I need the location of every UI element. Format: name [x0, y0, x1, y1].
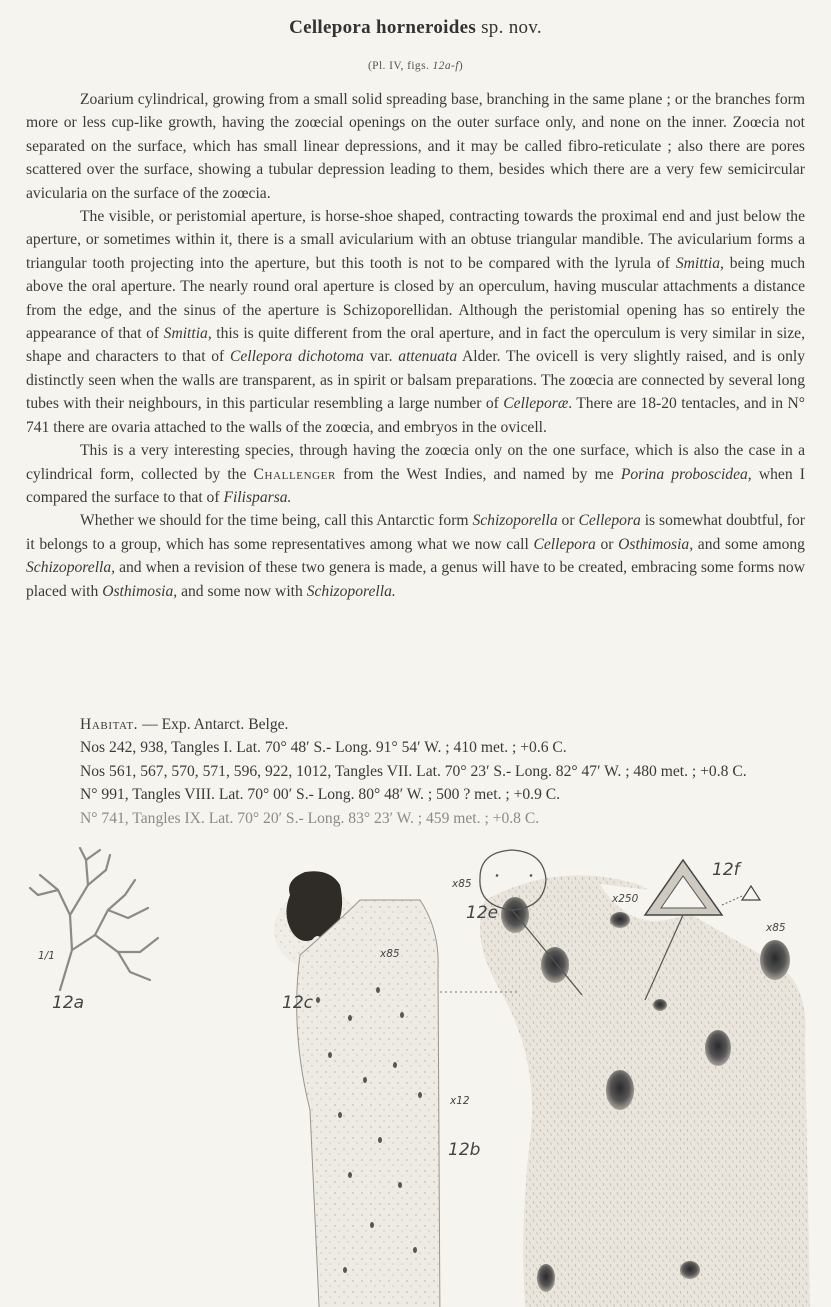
paragraph-3: This is a very interesting species, through having the zoœcia only on the one surface, which is also the case in a cylindrical form, collected by the Challenger from the West Indies, and named by me Porina proboscidea, when I compared the surface to that of Filisparsa.	[26, 442, 805, 506]
habitat-station-4: N° 741, Tangles IX. Lat. 70° 20′ S.- Long. 83° 23′ W. ; 459 met. ; +0.8 C.	[80, 809, 540, 827]
fig-12a-label: 12a	[52, 993, 85, 1013]
paragraph-4: Whether we should for the time being, call this Antarctic form Schizoporella or Cellepora is somewhat doubtful, for it belongs to a group, which has some representatives among what we now call Cellepora or Osthimosia, and some among Schizoporella, and when a revision of these two genera is made, a genus will have to be created, embracing some forms now placed with Osthimosia, and some now with Schizoporella.	[26, 512, 805, 600]
fig-12b-label: 12b	[448, 1140, 481, 1160]
paragraph-2: The visible, or peristomial aperture, is horse-shoe shaped, contracting towards the proximal end and just below the aperture, or sometimes within it, there is a small avicularium with an obtuse triangular mandible. The avicularium forms a triangular tooth projecting into the aperture, but this tooth is not to be compared with the lyrula of Smittia, being much above the oral aperture. The nearly round oral aperture is closed by an operculum, having muscular attachments a distance from the edge, and the sinus of the aperture is Schizoporellidan. Although the peristomial opening has so entirely the appearance of that of Smittia, this is quite different from the oral aperture, and in fact the operculum is very similar in size, shape and characters to that of Cellepora dichotoma var. attenuata Alder. The ovicell is very slightly raised, and is only distinctly seen when the walls are transparent, as in spirit or balsam preparations. The zoœcia are connected by several long tubes with their neighbours, in this particular resembling a large number of Celleporæ. There are 18-20 tentacles, and in N° 741 there are ovaria attached to the walls of the zoœcia, and embryos in the ovicell.	[26, 208, 806, 436]
fig-12a-scale: 1/1	[38, 950, 55, 962]
habitat-section	[26, 713, 805, 830]
paragraph-1: Zoarium cylindrical, growing from a small solid spreading base, branching in the same plane ; or the branches form more or less cup-like growth, having the zoœcial openings on the outer surface only, and none on the inner. Zoœcia not separated on the surface, which has small linear depressions, and it may be called fibro-reticulate ; also there are pores scattered over the surface, showing a tubular depression leading to them, besides which there are a very few semicircular avicularia on the surface of the zoœcia.	[26, 91, 805, 202]
fig-12e-label: 12e	[466, 903, 499, 923]
habitat-station-3: N° 991, Tangles VIII. Lat. 70° 00′ S.- Long. 80° 48′ W. ; 500 ? met. ; +0.9 C.	[80, 786, 561, 804]
plate-reference: (Pl. IV, figs. 12a-f)	[367, 60, 464, 72]
fig-12b-magnification: x12	[450, 1095, 470, 1107]
fig-12f-magnification-main: x250	[612, 893, 639, 905]
page-title	[0, 17, 831, 39]
habitat-station-2: Nos 561, 567, 570, 571, 596, 922, 1012, Tangles VII. Lat. 70° 23′ S.- Long. 82° 47′ W. ; 480 met. ; +0.8 C.	[80, 762, 747, 780]
fig-12a-drawing	[30, 848, 158, 990]
description-body	[26, 88, 805, 603]
fig-12c-label: 12c	[282, 993, 313, 1013]
figure-plate	[0, 840, 831, 1307]
fig-12c-magnification: x85	[380, 948, 400, 960]
plate-illustration	[0, 840, 831, 1307]
habitat-station-1: Nos 242, 938, Tangles I. Lat. 70° 48′ S.- Long. 91° 54′ W. ; 410 met. ; +0.6 C.	[80, 739, 567, 757]
fig-12e-magnification: x85	[452, 878, 472, 890]
fig-12f-magnification-inset: x85	[766, 922, 786, 934]
species-status: sp. nov.	[481, 17, 542, 38]
fig-12b-drawing	[297, 900, 440, 1307]
habitat-heading: Habitat. — Exp. Antarct. Belge.	[80, 716, 289, 733]
species-name: Cellepora horneroides	[289, 17, 477, 38]
fig-12f-label: 12f	[712, 860, 740, 880]
fig-12b-detail-drawing	[480, 875, 810, 1307]
